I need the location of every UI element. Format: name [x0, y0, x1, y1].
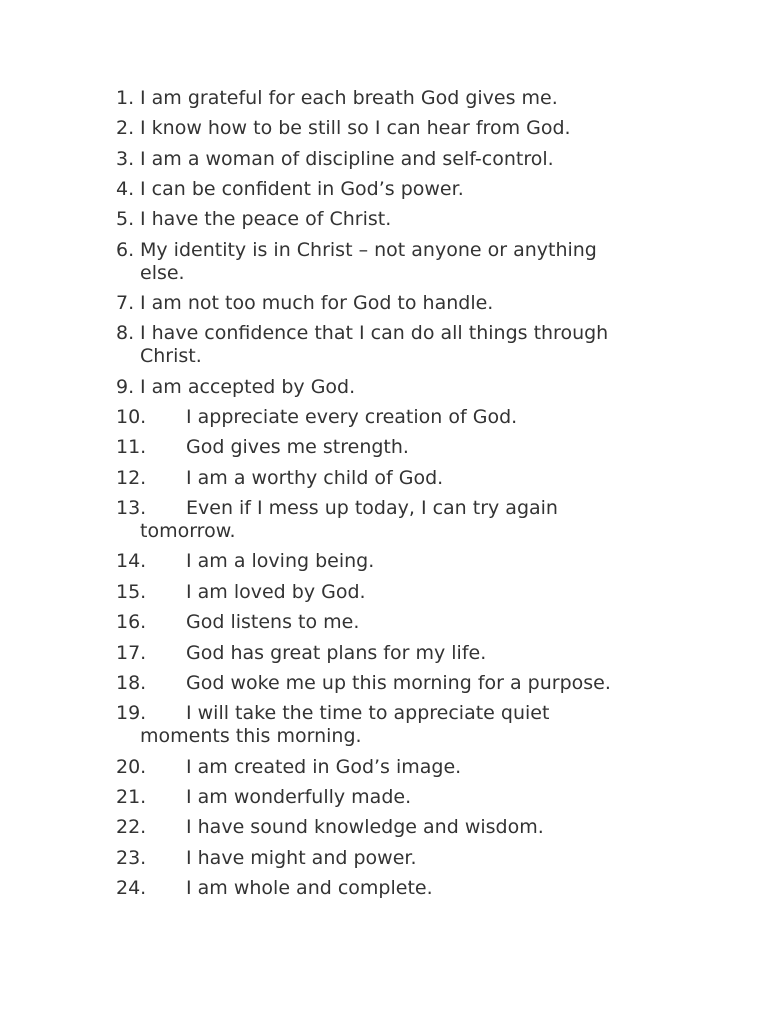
item-number: 21. — [116, 785, 147, 808]
item-number: 2. — [116, 117, 135, 140]
list-item — [116, 208, 676, 231]
list-item — [116, 239, 676, 285]
item-text: I know how to be still so I can hear from God. — [140, 117, 571, 140]
item-number: 13. — [116, 497, 147, 520]
item-number: 20. — [116, 755, 147, 778]
item-number: 24. — [116, 876, 147, 899]
affirmations-list — [116, 87, 676, 907]
item-number: 5. — [116, 208, 135, 231]
list-item — [116, 816, 676, 839]
item-number: 10. — [116, 406, 147, 429]
item-text: God woke me up this morning for a purpose. — [186, 671, 611, 694]
list-item — [116, 786, 676, 809]
item-number: 8. — [116, 322, 135, 345]
item-text: I have sound knowledge and wisdom. — [186, 816, 544, 839]
item-text: I am wonderfully made. — [186, 785, 412, 808]
list-item — [116, 847, 676, 870]
list-item — [116, 292, 676, 315]
item-text: I am whole and complete. — [186, 876, 433, 899]
list-item — [116, 611, 676, 634]
item-text: Even if I mess up today, I can try again — [186, 497, 558, 520]
item-number: 16. — [116, 611, 147, 634]
item-text: I am not too much for God to handle. — [140, 292, 494, 315]
item-number: 11. — [116, 436, 147, 459]
list-item — [116, 322, 676, 368]
item-text: I am accepted by God. — [140, 375, 356, 398]
list-item — [116, 376, 676, 399]
item-text: I will take the time to appreciate quiet — [186, 702, 550, 725]
item-text: I can be confident in God’s power. — [140, 178, 464, 201]
list-item — [116, 550, 676, 573]
item-text: I have might and power. — [186, 846, 417, 869]
item-text: My identity is in Christ – not anyone or anything — [140, 238, 597, 261]
item-text: I am a loving being. — [186, 550, 375, 573]
item-number: 3. — [116, 147, 135, 170]
item-text: God has great plans for my life. — [186, 641, 487, 664]
item-text: I am loved by God. — [186, 580, 366, 603]
item-text-continued: moments this morning. — [140, 725, 362, 748]
item-number: 17. — [116, 641, 147, 664]
list-item — [116, 436, 676, 459]
list-item — [116, 702, 676, 748]
list-item — [116, 467, 676, 490]
item-number: 7. — [116, 292, 135, 315]
list-item — [116, 178, 676, 201]
item-text-continued: tomorrow. — [140, 520, 236, 543]
item-text: I am a worthy child of God. — [186, 466, 444, 489]
list-item — [116, 642, 676, 665]
item-number: 15. — [116, 580, 147, 603]
item-number: 1. — [116, 87, 135, 109]
list-item — [116, 148, 676, 171]
list-item — [116, 406, 676, 429]
item-text-continued: Christ. — [140, 345, 202, 368]
item-number: 19. — [116, 702, 147, 725]
item-text: God gives me strength. — [186, 436, 409, 459]
item-number: 18. — [116, 671, 147, 694]
item-number: 4. — [116, 178, 135, 201]
list-item — [116, 877, 676, 900]
item-text: I have confidence that I can do all things through — [140, 322, 609, 345]
item-number: 22. — [116, 816, 147, 839]
list-item — [116, 756, 676, 779]
item-number: 14. — [116, 550, 147, 573]
item-text-continued: else. — [140, 261, 185, 284]
list-item — [116, 672, 676, 695]
item-number: 6. — [116, 238, 135, 261]
item-number: 12. — [116, 466, 147, 489]
list-item — [116, 117, 676, 140]
item-text: I appreciate every creation of God. — [186, 406, 518, 429]
item-number: 9. — [116, 375, 135, 398]
list-item — [116, 497, 676, 543]
item-text: I am created in God’s image. — [186, 755, 462, 778]
item-text: I am grateful for each breath God gives me. — [140, 87, 558, 109]
item-text: I have the peace of Christ. — [140, 208, 392, 231]
list-item — [116, 87, 676, 110]
item-number: 23. — [116, 846, 147, 869]
item-text: God listens to me. — [186, 611, 360, 634]
item-text: I am a woman of discipline and self-control. — [140, 147, 554, 170]
list-item — [116, 581, 676, 604]
